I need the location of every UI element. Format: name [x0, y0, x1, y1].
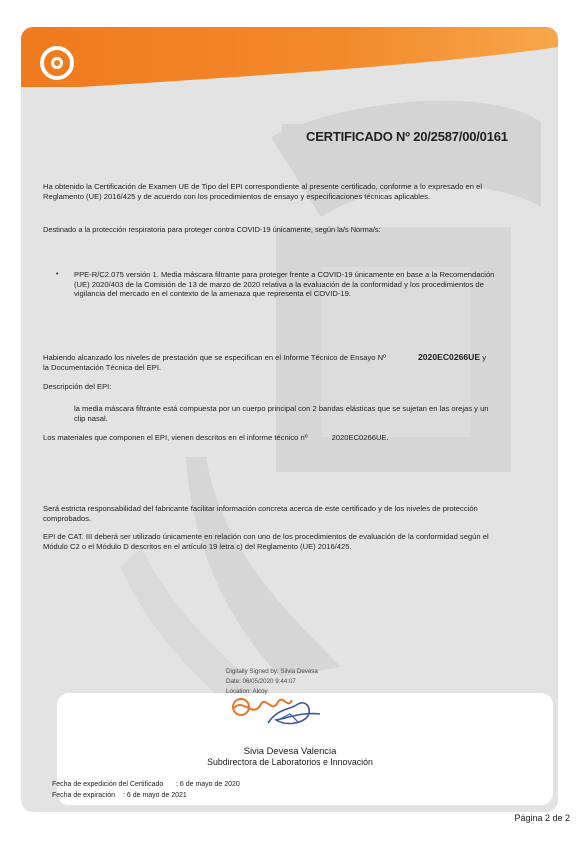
page-number: Página 2 de 2: [514, 813, 570, 823]
report-paragraph: [43, 353, 528, 363]
spiral-logo-icon: [38, 44, 76, 82]
materials-paragraph: [43, 433, 503, 443]
issue-date-label: Fecha de expedición del Certificado: [52, 781, 164, 788]
certificate-number: CERTIFICADO Nº 20/2587/00/0161: [306, 129, 508, 144]
purpose-paragraph: Destinado a la protección respiratoria para proteger contra COVID-19 únicamente, según la/s Norma/s:: [43, 225, 381, 234]
signer-role: Subdirectora de Laboratorios e Innovación: [207, 757, 373, 767]
signature-date: Date: 06/05/2020 9:44:07: [226, 678, 296, 685]
issue-date-value: : 6 de mayo de 2020: [176, 781, 240, 788]
standard-paragraph: PPE-R/C2.075 versión 1. Media máscara filtrante para proteger frente a COVID-19 únicamente en base a la Recomendación (UE) 2020/403 de la Comisión de 13 de marzo de 2020 relativa a la evaluación de la conformidad y los procedimientos de vigilancia del mercado en el contexto de la amenaza que representa el COVID-19.: [74, 270, 495, 299]
report-prefix: Habiendo alcanzado los niveles de prestación que se especifican en el Informe Técnico de Ensayo Nº: [43, 353, 386, 362]
report-number: 2020EC0266UE: [418, 352, 481, 362]
header-banner: [21, 27, 558, 87]
list-bullet-icon: •: [56, 271, 59, 278]
expiry-date-value: : 6 de mayo de 2021: [123, 792, 187, 799]
signature-location: Location: Alcoy: [226, 688, 268, 695]
signed-by: Digitally Signed by: Silvia Devesa: [226, 668, 318, 675]
expiry-date-label: Fecha de expiración: [52, 792, 116, 799]
materials-prefix: Los materiales que componen el EPI, vienen descritos en el informe técnico nº: [43, 433, 308, 442]
materials-number: 2020EC0266UE.: [331, 433, 389, 442]
handwritten-signature: [228, 690, 328, 732]
report-line-2: la Documentación Técnica del EPI.: [43, 363, 162, 372]
category-paragraph: EPI de CAT. III deberá ser utilizado únicamente en relación con uno de los procedimientos de evaluación de la conformidad según el Módulo C2 o el Módulo D descritos en el artículo 19 letra c) del Reglamento (UE) 2016/425.: [43, 532, 489, 551]
description-label: Descripción del EPI:: [43, 382, 112, 391]
intro-paragraph: Ha obtenido la Certificación de Examen UE de Tipo del EPI correspondiente al presente certificado, conforme a lo expresado en el Reglamento (UE) 2016/425 y de acuerdo con los procedimientos de ensayo y especificaciones técnicas aplicables.: [43, 182, 483, 201]
description-paragraph: la media máscara filtrante está compuesta por un cuerpo principal con 2 bandas elásticas que se sujetan en las orejas y un clip nasal.: [74, 404, 489, 423]
responsibility-paragraph: Será estricta responsabilidad del fabricante facilitar información concreta acerca de este certificado y de los niveles de protección comprobados.: [43, 504, 478, 523]
signer-name: Sivia Devesa Valencia: [243, 745, 337, 756]
report-suffix: y: [482, 353, 487, 362]
